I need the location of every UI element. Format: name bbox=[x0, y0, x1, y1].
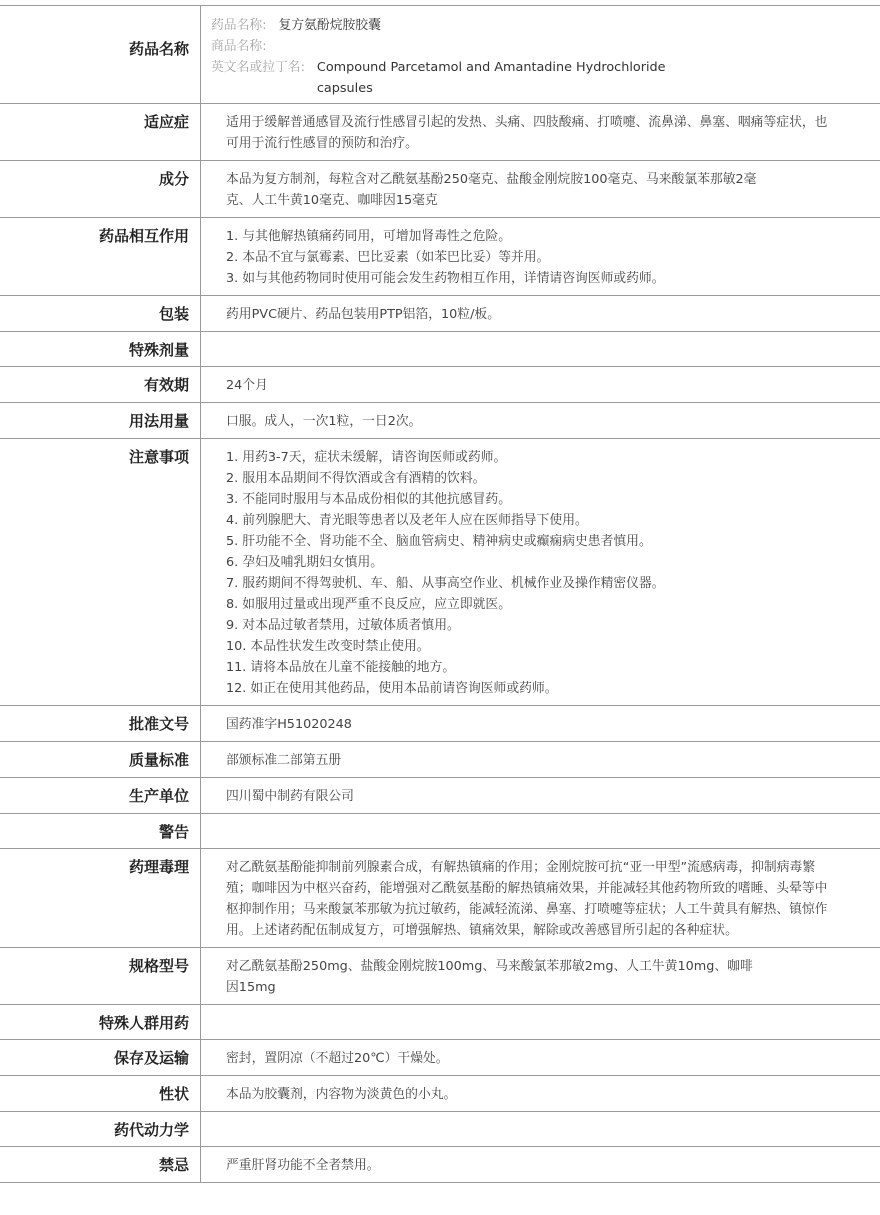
row-value: 对乙酰氨基酚能抑制前列腺素合成，有解热镇痛的作用；金刚烷胺可抗“亚一甲型”流感病毒，抑制病毒繁殖；咖啡因为中枢兴奋药，能增强对乙酰氨基酚的解热镇痛效果，并能减轻其他药物所致的嗜睡、头晕等中枢抑制作用；马来酸氯苯那敏为抗过敏药，能减轻流涕、鼻塞、打喷嚏等症状；人工牛黄具有解热、镇惊作用。上述诸药配伍制成复方，可增强解热、镇痛效果，解除或改善感冒所引起的各种症状。 bbox=[201, 849, 880, 948]
row-value: 口服。成人，一次1粒，一日2次。 bbox=[201, 403, 880, 439]
list-item: 1. 与其他解热镇痛药同用，可增加肾毒性之危险。 bbox=[226, 226, 840, 247]
row-label: 质量标准 bbox=[0, 742, 201, 778]
trade-name-value bbox=[267, 36, 279, 57]
row-approval-number bbox=[0, 706, 880, 742]
list-item: 7. 服药期间不得驾驶机、车、船、从事高空作业、机械作业及操作精密仪器。 bbox=[226, 573, 840, 594]
list-item: 2. 服用本品期间不得饮酒或含有酒精的饮料。 bbox=[226, 468, 840, 489]
row-value: 适用于缓解普通感冒及流行性感冒引起的发热、头痛、四肢酸痛、打喷嚏、流鼻涕、鼻塞、咽痛等症状，也可用于流行性感冒的预防和治疗。 bbox=[201, 104, 880, 161]
row-storage bbox=[0, 1040, 880, 1076]
row-dosage bbox=[0, 403, 880, 439]
row-label: 药代动力学 bbox=[0, 1112, 201, 1147]
row-indications bbox=[0, 104, 880, 161]
row-value: 国药准字H51020248 bbox=[201, 706, 880, 742]
row-special-populations bbox=[0, 1005, 880, 1040]
generic-name-line bbox=[211, 15, 840, 36]
row-label: 有效期 bbox=[0, 367, 201, 403]
row-label: 特殊人群用药 bbox=[0, 1005, 201, 1040]
list-item: 5. 肝功能不全、肾功能不全、脑血管病史、精神病史或癫痫病史患者慎用。 bbox=[226, 531, 840, 552]
row-value: 四川蜀中制药有限公司 bbox=[201, 778, 880, 814]
row-value bbox=[201, 1005, 880, 1040]
row-value bbox=[201, 218, 880, 296]
list-item: 1. 用药3-7天，症状未缓解，请咨询医师或药师。 bbox=[226, 447, 840, 468]
row-appearance bbox=[0, 1076, 880, 1112]
row-label: 注意事项 bbox=[0, 439, 201, 706]
trade-name-line bbox=[211, 36, 840, 57]
row-value: 本品为复方制剂，每粒含对乙酰氨基酚250毫克、盐酸金刚烷胺100毫克、马来酸氯苯那敏2毫克、人工牛黄10毫克、咖啡因15毫克 bbox=[201, 161, 880, 218]
list-item: 6. 孕妇及哺乳期妇女慎用。 bbox=[226, 552, 840, 573]
row-pharmacokinetics bbox=[0, 1112, 880, 1147]
row-value: 24个月 bbox=[201, 367, 880, 403]
row-value: 药用PVC硬片、药品包装用PTP铝箔，10粒/板。 bbox=[201, 296, 880, 332]
row-value: 密封，置阴凉（不超过20℃）干燥处。 bbox=[201, 1040, 880, 1076]
row-precautions bbox=[0, 439, 880, 706]
list-item: 3. 如与其他药物同时使用可能会发生药物相互作用，详情请咨询医师或药师。 bbox=[226, 268, 840, 289]
row-quality-standard bbox=[0, 742, 880, 778]
row-label: 禁忌 bbox=[0, 1147, 201, 1183]
row-label: 药理毒理 bbox=[0, 849, 201, 948]
list-item: 4. 前列腺肥大、青光眼等患者以及老年人应在医师指导下使用。 bbox=[226, 510, 840, 531]
drug-spec-table bbox=[0, 5, 880, 1183]
english-name-label: 英文名或拉丁名: bbox=[211, 57, 305, 99]
list-item: 12. 如正在使用其他药品，使用本品前请咨询医师或药师。 bbox=[226, 678, 840, 699]
row-label: 成分 bbox=[0, 161, 201, 218]
generic-name-value: 复方氨酚烷胺胶囊 bbox=[267, 15, 381, 36]
row-packaging bbox=[0, 296, 880, 332]
english-name-value: Compound Parcetamol and Amantadine Hydrochloride capsules bbox=[305, 57, 707, 99]
generic-name-label: 药品名称: bbox=[211, 15, 267, 36]
row-manufacturer bbox=[0, 778, 880, 814]
list-item: 8. 如服用过量或出现严重不良反应，应立即就医。 bbox=[226, 594, 840, 615]
row-label: 批准文号 bbox=[0, 706, 201, 742]
row-value: 对乙酰氨基酚250mg、盐酸金刚烷胺100mg、马来酸氯苯那敏2mg、人工牛黄10mg、咖啡因15mg bbox=[201, 948, 880, 1005]
row-label: 规格型号 bbox=[0, 948, 201, 1005]
row-value bbox=[201, 332, 880, 367]
row-label: 生产单位 bbox=[0, 778, 201, 814]
row-label: 药品相互作用 bbox=[0, 218, 201, 296]
row-contraindications bbox=[0, 1147, 880, 1183]
row-label: 适应症 bbox=[0, 104, 201, 161]
row-label: 性状 bbox=[0, 1076, 201, 1112]
row-value bbox=[201, 814, 880, 849]
row-interactions bbox=[0, 218, 880, 296]
row-label: 警告 bbox=[0, 814, 201, 849]
row-value: 严重肝肾功能不全者禁用。 bbox=[201, 1147, 880, 1183]
row-special-dosage bbox=[0, 332, 880, 367]
row-warning bbox=[0, 814, 880, 849]
row-label: 特殊剂量 bbox=[0, 332, 201, 367]
row-value bbox=[201, 439, 880, 706]
row-value: 部颁标准二部第五册 bbox=[201, 742, 880, 778]
list-item: 9. 对本品过敏者禁用，过敏体质者慎用。 bbox=[226, 615, 840, 636]
list-item: 3. 不能同时服用与本品成份相似的其他抗感冒药。 bbox=[226, 489, 840, 510]
row-label: 包装 bbox=[0, 296, 201, 332]
drug-spec-document bbox=[0, 5, 880, 1183]
row-specification bbox=[0, 948, 880, 1005]
list-item: 11. 请将本品放在儿童不能接触的地方。 bbox=[226, 657, 840, 678]
row-value bbox=[201, 1112, 880, 1147]
english-name-line bbox=[211, 57, 840, 99]
list-item: 2. 本品不宜与氯霉素、巴比妥素（如苯巴比妥）等并用。 bbox=[226, 247, 840, 268]
row-label: 用法用量 bbox=[0, 403, 201, 439]
row-drug-name bbox=[0, 6, 880, 104]
row-shelf-life bbox=[0, 367, 880, 403]
row-label: 药品名称 bbox=[0, 6, 201, 104]
trade-name-label: 商品名称: bbox=[211, 36, 267, 57]
drug-names-cell bbox=[201, 6, 880, 104]
list-item: 10. 本品性状发生改变时禁止使用。 bbox=[226, 636, 840, 657]
row-pharmacology bbox=[0, 849, 880, 948]
row-label: 保存及运输 bbox=[0, 1040, 201, 1076]
row-value: 本品为胶囊剂，内容物为淡黄色的小丸。 bbox=[201, 1076, 880, 1112]
row-ingredients bbox=[0, 161, 880, 218]
